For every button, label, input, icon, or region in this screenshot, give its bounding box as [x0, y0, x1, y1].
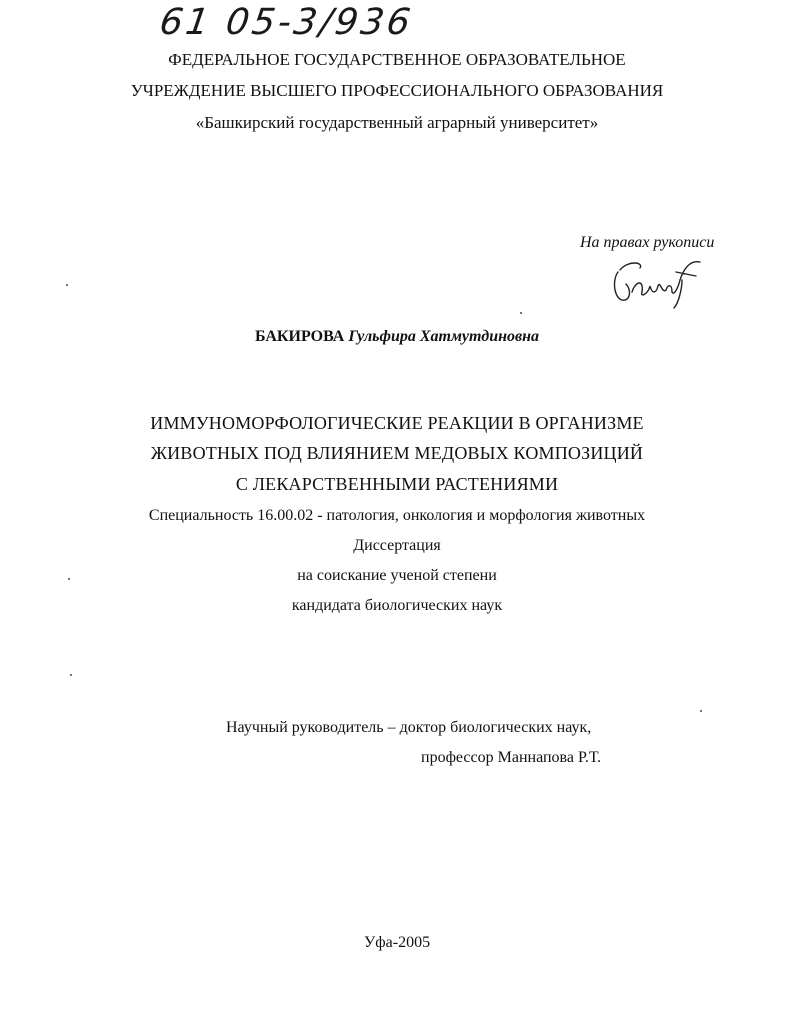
scan-speck: [66, 284, 68, 286]
dissertation-title-line-1: ИММУНОМОРФОЛОГИЧЕСКИЕ РЕАКЦИИ В ОРГАНИЗМЕ: [150, 413, 644, 433]
header-line-2: УЧРЕЖДЕНИЕ ВЫСШЕГО ПРОФЕССИОНАЛЬНОГО ОБРАЗОВАНИЯ: [130, 81, 664, 100]
specialty-line: Специальность 16.00.02 - патология, онкология и морфология животных: [148, 507, 646, 524]
degree-line-1: на соискание ученой степени: [297, 567, 497, 584]
header-line-3: «Башкирский государственный аграрный университет»: [195, 113, 599, 132]
scan-speck: [68, 578, 70, 580]
author-signature: [610, 250, 710, 310]
scan-speck: [70, 674, 72, 676]
dissertation-label: Диссертация: [353, 537, 441, 554]
archive-code-handwritten: 61 05-3/936: [157, 2, 416, 43]
supervisor-line-2: профессор Маннапова Р.Т.: [421, 749, 602, 766]
author-given-names: Гульфира Хатмутдиновна: [348, 328, 539, 345]
header-line-1: ФЕДЕРАЛЬНОЕ ГОСУДАРСТВЕННОЕ ОБРАЗОВАТЕЛЬНОЕ: [168, 50, 626, 69]
scan-speck: [700, 710, 702, 712]
scan-speck: [520, 312, 522, 314]
manuscript-rights-note: На правах рукописи: [580, 234, 715, 251]
dissertation-title-line-3: С ЛЕКАРСТВЕННЫМИ РАСТЕНИЯМИ: [235, 474, 559, 494]
author-name: [0, 328, 794, 346]
degree-line-2: кандидата биологических наук: [291, 597, 503, 614]
city-year: Уфа-2005: [363, 934, 431, 951]
author-surname: БАКИРОВА: [255, 328, 345, 345]
dissertation-title-line-2: ЖИВОТНЫХ ПОД ВЛИЯНИЕМ МЕДОВЫХ КОМПОЗИЦИЙ: [150, 443, 644, 463]
supervisor-line-1: Научный руководитель – доктор биологических наук,: [226, 719, 592, 736]
